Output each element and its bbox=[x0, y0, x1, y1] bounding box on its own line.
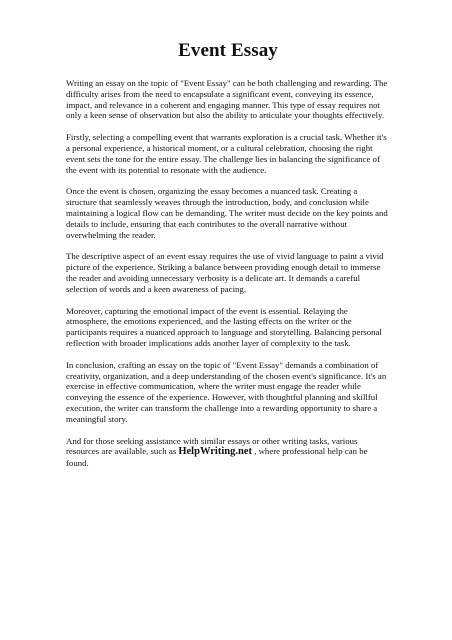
paragraph-intro: Writing an essay on the topic of "Event Essay" can be both challenging and rewarding. The difficulty arises from the need to encapsulate a significant event, conveying its essence, impact, and relevance in a coherent and engaging manner. This type of essay requires not only a keen sense of observation but also the ability to articulate your thoughts effectively. bbox=[66, 78, 388, 121]
document-title: Event Essay bbox=[178, 40, 278, 61]
paragraph-closing bbox=[66, 436, 390, 469]
paragraph-selecting-event: Firstly, selecting a compelling event that warrants exploration is a crucial task. Whether it's a personal experience, a historical moment, or a cultural celebration, choosing the right event sets the tone for the entire essay. The challenge lies in balancing the significance of the event with its potential to resonate with the audience. bbox=[66, 132, 387, 175]
closing-text-after: , where professional help can be found. bbox=[66, 446, 368, 469]
paragraph-conclusion: In conclusion, crafting an essay on the topic of "Event Essay" demands a combination of creativity, organization, and a deep understanding of the chosen event's significance. It's an exercise in effective communication, where the writer must engage the reader while conveying the essence of the experience. However, with thoughtful planning and skillful execution, the writer can transform the challenge into a rewarding opportunity to share a meaningful story. bbox=[66, 359, 387, 424]
closing-text-before: And for those seeking assistance with similar essays or other writing tasks, various resources are available, such as bbox=[66, 435, 358, 457]
paragraph-organizing: Once the event is chosen, organizing the essay becomes a nuanced task. Creating a structure that seamlessly weaves through the introduction, body, and conclusion while maintaining a logical flow can be demanding. The writer must decide on the key points and details to include, ensuring that each contributes to the overall narrative without overwhelming the reader. bbox=[66, 186, 388, 240]
brand-name: HelpWriting.net bbox=[178, 446, 252, 458]
paragraph-emotional-impact: Moreover, capturing the emotional impact of the event is essential. Relaying the atmosphere, the emotions experienced, and the lasting effects on the writer or the participants requires a nuanced approach to language and storytelling. Balancing personal reflection with broader implications adds another layer of complexity to the task. bbox=[66, 305, 382, 348]
paragraph-descriptive: The descriptive aspect of an event essay requires the use of vivid language to paint a vivid picture of the experience. Striking a balance between providing enough detail to immerse the reader and avoiding unnecessary verbosity is a delicate art. It demands a careful selection of words and a keen awareness of pacing. bbox=[66, 251, 384, 294]
